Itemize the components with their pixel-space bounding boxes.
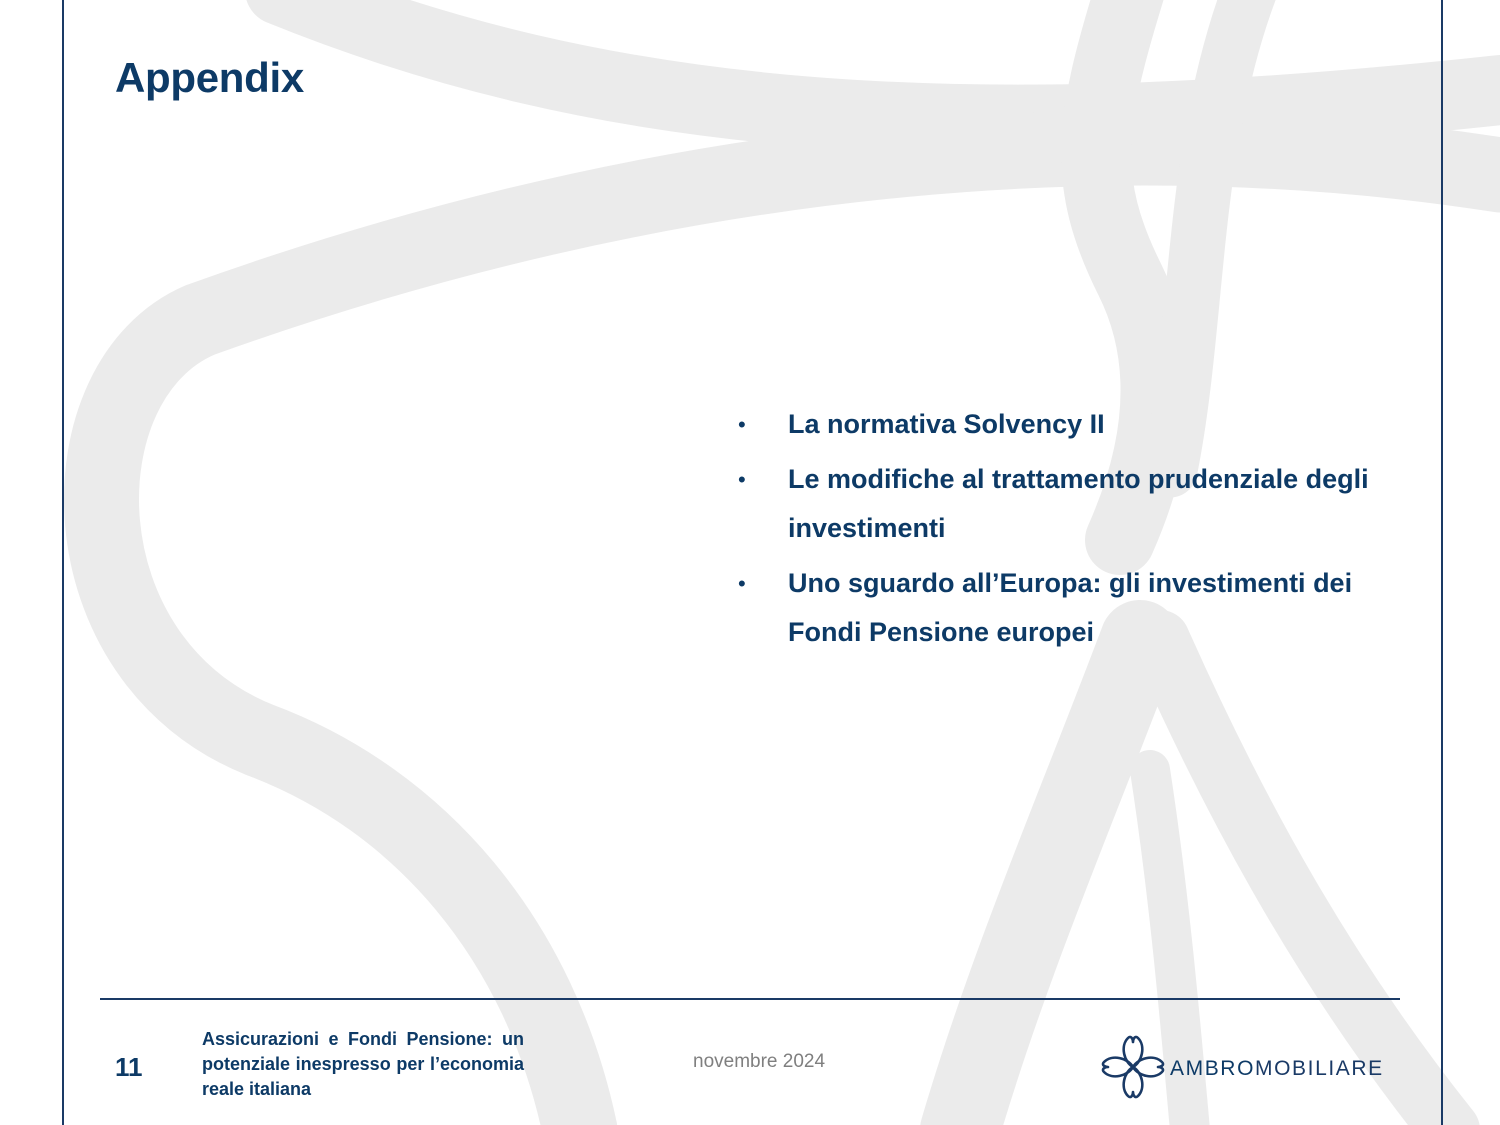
logo-wordmark-secondary: MOBILIARE [1255, 1057, 1384, 1080]
bullet-item [738, 559, 1378, 657]
bullet-item [738, 400, 1378, 449]
bullet-dot: • [738, 467, 746, 492]
clover-icon [1098, 1032, 1168, 1102]
left-frame-line [62, 0, 64, 1125]
bullet-text: La normativa Solvency II [788, 409, 1105, 439]
footer-subtitle: Assicurazioni e Fondi Pensione: un potenziale inespresso per l’economia reale italiana [202, 1029, 524, 1099]
logo-wordmark-primary: AMBRO [1170, 1057, 1256, 1080]
bullet-text: Uno sguardo all’Europa: gli investimenti dei Fondi Pensione europei [788, 568, 1353, 647]
bullet-dot: • [738, 571, 746, 596]
bullet-dot: • [738, 412, 746, 437]
footer-date: novembre 2024 [693, 1051, 826, 1072]
page-number: 11 [115, 1052, 143, 1082]
bullet-item [738, 455, 1378, 553]
right-frame-line [1441, 0, 1443, 1125]
logo-wordmark [1170, 1057, 1384, 1081]
bullet-list [738, 400, 1378, 663]
company-logo [1098, 1032, 1402, 1106]
footer-divider [100, 998, 1400, 1000]
bullet-text: Le modifiche al trattamento prudenziale degli investimenti [788, 464, 1369, 543]
slide-title: Appendix [115, 54, 304, 101]
